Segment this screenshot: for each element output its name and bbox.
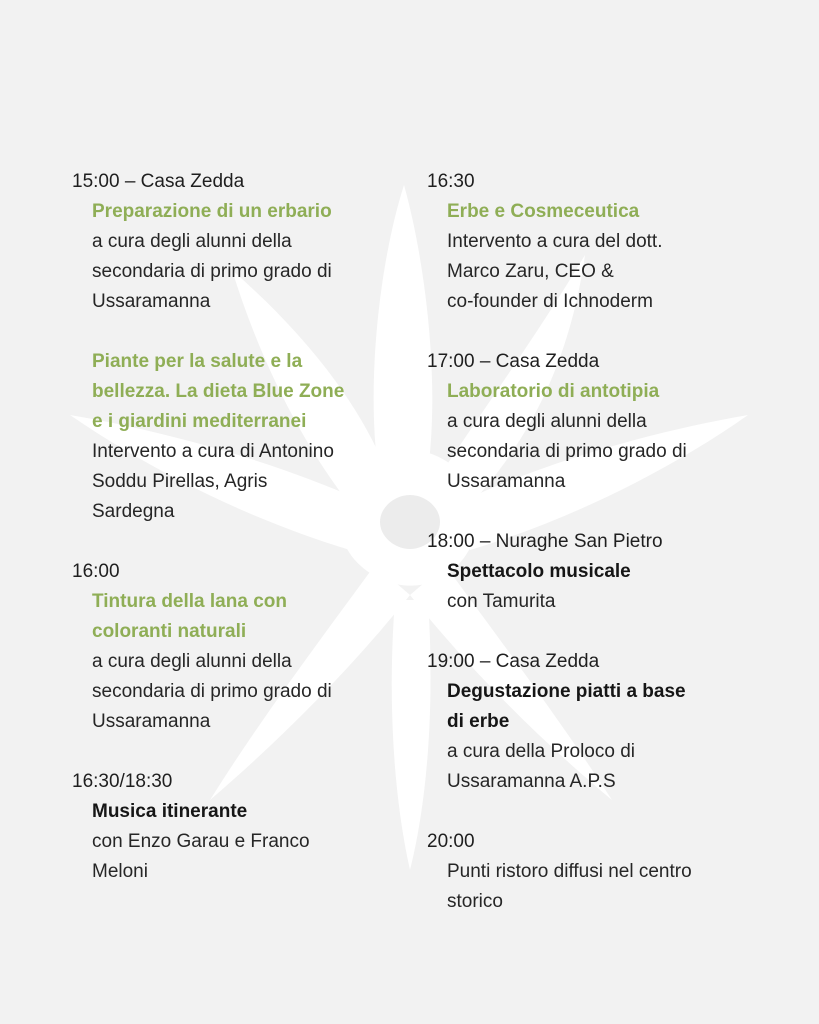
event-description: Meloni	[92, 861, 148, 882]
event-time: 17:00 – Casa Zedda	[427, 351, 600, 372]
event-time: 15:00 – Casa Zedda	[72, 171, 245, 192]
event-description: Punti ristoro diffusi nel centro	[447, 861, 692, 882]
event-time: 20:00	[427, 831, 475, 852]
event-description: Intervento a cura di Antonino	[92, 441, 334, 462]
event-musica-itinerante	[72, 767, 402, 887]
event-title: Preparazione di un erbario	[92, 201, 332, 222]
event-title: coloranti naturali	[92, 621, 247, 642]
event-time: 19:00 – Casa Zedda	[427, 651, 600, 672]
schedule-right-column	[427, 167, 757, 917]
event-title: Musica itinerante	[92, 801, 248, 822]
event-description: Ussaramanna	[92, 291, 211, 312]
event-title: Piante per la salute e la	[92, 351, 303, 372]
event-erbario	[72, 167, 402, 317]
event-description: Sardegna	[92, 501, 175, 522]
event-title: di erbe	[447, 711, 510, 732]
event-time: 18:00 – Nuraghe San Pietro	[427, 531, 663, 552]
event-time: 16:00	[72, 561, 120, 582]
event-description: Marco Zaru, CEO &	[447, 261, 614, 282]
event-description: Ussaramanna	[92, 711, 211, 732]
event-title: Erbe e Cosmeceutica	[447, 201, 640, 222]
event-description: con Tamurita	[447, 591, 556, 612]
event-description: secondaria di primo grado di	[92, 261, 332, 282]
event-description: a cura della Proloco di	[447, 741, 635, 762]
event-title: bellezza. La dieta Blue Zone	[92, 381, 345, 402]
event-piante-salute	[72, 347, 402, 527]
event-degustazione	[427, 647, 757, 797]
event-time: 16:30	[427, 171, 475, 192]
event-description: a cura degli alunni della	[447, 411, 647, 432]
event-description: Soddu Pirellas, Agris	[92, 471, 268, 492]
event-title: Spettacolo musicale	[447, 561, 631, 582]
event-time: 16:30/18:30	[72, 771, 173, 792]
event-cosmeceutica	[427, 167, 757, 317]
event-description: secondaria di primo grado di	[447, 441, 687, 462]
event-antotipia	[427, 347, 757, 497]
event-description: Ussaramanna	[447, 471, 566, 492]
event-description: con Enzo Garau e Franco	[92, 831, 310, 852]
event-title: e i giardini mediterranei	[92, 411, 307, 432]
event-title: Degustazione piatti a base	[447, 681, 686, 702]
event-description: secondaria di primo grado di	[92, 681, 332, 702]
event-punti-ristoro	[427, 827, 757, 917]
event-description: Intervento a cura del dott.	[447, 231, 663, 252]
event-description: a cura degli alunni della	[92, 231, 292, 252]
event-title: Laboratorio di antotipia	[447, 381, 660, 402]
event-spettacolo-musicale	[427, 527, 757, 617]
schedule-left-column	[72, 167, 402, 887]
event-description: storico	[447, 891, 503, 912]
event-description: a cura degli alunni della	[92, 651, 292, 672]
event-tintura-lana	[72, 557, 402, 737]
event-description: Ussaramanna A.P.S	[447, 771, 616, 792]
event-title: Tintura della lana con	[92, 591, 287, 612]
event-description: co-founder di Ichnoderm	[447, 291, 653, 312]
